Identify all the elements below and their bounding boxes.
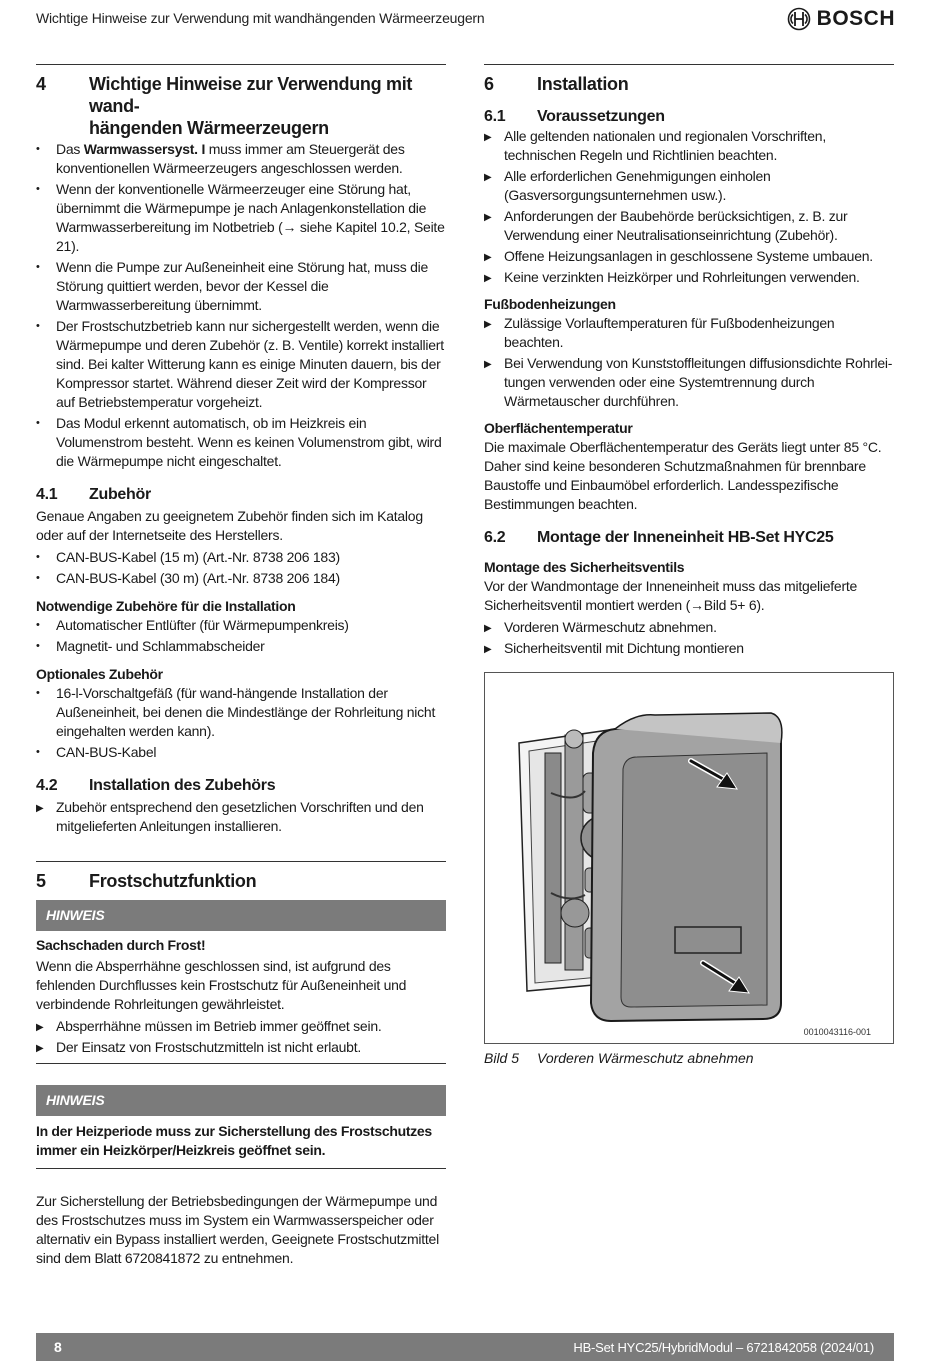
paragraph: Vor der Wandmontage der Inneneinheit muss das mitgelieferte Sicherheitsventil montiert werden (→Bild 5+ 6). bbox=[484, 578, 858, 613]
section-4-2-heading bbox=[36, 776, 446, 796]
list-item: ▶ Sicherheitsventil mit Dichtung montieren bbox=[484, 639, 894, 658]
brand-logo bbox=[787, 7, 895, 31]
figure-caption bbox=[484, 1050, 894, 1066]
section-title: Installation bbox=[537, 74, 629, 94]
instruction-list bbox=[36, 1017, 446, 1057]
section-number: 6.1 bbox=[484, 108, 506, 125]
list-item: ▶ Der Einsatz von Frostschutzmitteln ist nicht erlaubt. bbox=[36, 1038, 446, 1057]
list-item: ▶ Alle erforderlichen Genehmigungen einholen (Gasversorgungsunternehmen usw.). bbox=[484, 167, 894, 205]
list-item: • CAN-BUS-Kabel (30 m) (Art.-Nr. 8738 206 184) bbox=[36, 569, 446, 588]
list-item: • Wenn die Pumpe zur Außeneinheit eine Störung hat, muss die Störung quittiert werden, bevor der Kessel die Warmwasserbereitung übernimmt. bbox=[36, 258, 446, 315]
subheading: Oberflächentemperatur bbox=[484, 420, 633, 436]
paragraph: Zur Sicherstellung der Betriebsbedingungen der Wärmepumpe und des Frostschutzes muss im System ein Warmwasserspeicher oder alternativ ein Bypass installiert werden, Geeignete Frostschutzmittel sind dem Blatt 6720841872 zu entnehmen. bbox=[36, 1193, 439, 1266]
list-item: ▶ Alle geltenden nationalen und regionalen Vorschriften, technischen Regeln und Richtlinien beachten. bbox=[484, 127, 894, 165]
instruction-list bbox=[36, 798, 446, 836]
section-number: 4.2 bbox=[36, 777, 58, 794]
left-column bbox=[36, 64, 446, 1268]
notice-box bbox=[36, 936, 446, 1064]
section-title: Installation des Zubehörs bbox=[89, 777, 276, 794]
section-number: 4.1 bbox=[36, 486, 58, 503]
section-5-heading bbox=[36, 870, 446, 892]
section-6-heading bbox=[484, 73, 894, 95]
right-column bbox=[484, 64, 894, 1066]
subheading: Fußbodenheizungen bbox=[484, 296, 616, 312]
section-title-line: hängenden Wärmeerzeugern bbox=[89, 118, 329, 138]
caption-text: Vorderen Wärmeschutz abnehmen bbox=[537, 1050, 754, 1066]
section-title: Zubehör bbox=[89, 486, 151, 503]
section-title: Voraussetzungen bbox=[537, 108, 665, 125]
section-6 bbox=[484, 64, 894, 95]
list-item: • CAN-BUS-Kabel bbox=[36, 743, 446, 762]
list-item: • Das Warmwassersyst. I muss immer am Steuergerät des konventionellen Wärmeerzeugers angeschlossen werden. bbox=[36, 140, 446, 178]
section-title: Montage der Inneneinheit HB-Set HYC25 bbox=[537, 529, 834, 546]
section-number: 5 bbox=[36, 871, 46, 891]
section-number: 4 bbox=[36, 74, 46, 94]
instruction-list bbox=[484, 127, 894, 287]
list-item: ▶ Zubehör entsprechend den gesetzlichen Vorschriften und den mitgelieferten Anleitungen installieren. bbox=[36, 798, 446, 836]
list-item: ▶ Zulässige Vorlauftemperaturen für Fußbodenheizungen beachten. bbox=[484, 314, 894, 352]
list-item: • Wenn der konventionelle Wärmeerzeuger eine Störung hat, übernimmt die Wärmepumpe je nach Anlagenkonstellation die Warmwasserbereitung im Notbetrieb (→ siehe Kapitel 10.2, Seite 21). bbox=[36, 180, 446, 256]
subheading: Optionales Zubehör bbox=[36, 666, 163, 682]
page-number: 8 bbox=[54, 1339, 62, 1355]
section-title: Frostschutzfunktion bbox=[89, 871, 257, 891]
brand-name: BOSCH bbox=[816, 7, 895, 30]
instruction-list bbox=[484, 314, 894, 411]
subheading: Montage des Sicherheitsventils bbox=[484, 559, 685, 575]
section-6-2-heading bbox=[484, 528, 894, 548]
list-item: ▶ Vorderen Wärmeschutz abnehmen. bbox=[484, 618, 894, 637]
figure-code: 0010043116-001 bbox=[803, 1027, 871, 1037]
list-item: • Magnetit- und Schlammabscheider bbox=[36, 637, 446, 656]
list-item: ▶ Anforderungen der Baubehörde berücksichtigen, z. B. zur Verwendung einer Neutralisationseinrichtung (Zubehör). bbox=[484, 207, 894, 245]
instruction-list bbox=[484, 618, 894, 658]
notice-box bbox=[36, 1122, 446, 1169]
indoor-unit-illustration bbox=[485, 673, 893, 1043]
bullet-list bbox=[36, 548, 446, 588]
paragraph: Genaue Angaben zu geeignetem Zubehör finden sich im Katalog oder auf der Internetseite des Herstellers. bbox=[36, 508, 423, 543]
page-footer bbox=[36, 1333, 894, 1361]
bullet-list bbox=[36, 140, 446, 471]
list-item: • Das Modul erkennt automatisch, ob im Heizkreis ein Volumenstrom besteht. Wenn es keinen Volumenstrom gibt, wird die Wärmepumpe nicht eingeschaltet. bbox=[36, 414, 446, 471]
bosch-armature-icon bbox=[787, 7, 811, 31]
section-title-line: Wichtige Hinweise zur Verwendung mit wand- bbox=[89, 74, 413, 116]
figure-5 bbox=[484, 672, 894, 1044]
notice-heading: Sachschaden durch Frost! bbox=[36, 937, 206, 953]
bullet-list bbox=[36, 616, 446, 656]
section-4-heading bbox=[36, 73, 446, 139]
caption-label: Bild 5 bbox=[484, 1050, 520, 1066]
bullet-list bbox=[36, 684, 446, 762]
notice-text: Wenn die Absperrhähne geschlossen sind, ist aufgrund des fehlenden Durchflusses kein Frostschutz für Außeneinheit und verbindende Rohrleitungen gewährleistet. bbox=[36, 958, 407, 1012]
notice-label: HINWEIS bbox=[36, 900, 446, 931]
section-number: 6.2 bbox=[484, 529, 506, 546]
list-item: ▶ Offene Heizungsanlagen in geschlossene Systeme umbauen. bbox=[484, 247, 894, 266]
subheading: Notwendige Zubehöre für die Installation bbox=[36, 598, 296, 614]
section-number: 6 bbox=[484, 74, 494, 94]
paragraph: Die maximale Oberflächentemperatur des Geräts liegt unter 85 °C. Daher sind keine besonderen Schutzmaßnahmen für brennbare Baustoffe und Einbaumöbel erforderlich. Landesspezifische Bestimmungen beachten. bbox=[484, 439, 882, 512]
section-title bbox=[89, 73, 446, 139]
section-6-1-heading bbox=[484, 107, 894, 127]
list-item: ▶ Absperrhähne müssen im Betrieb immer geöffnet sein. bbox=[36, 1017, 446, 1036]
section-4-1-heading bbox=[36, 485, 446, 505]
notice-text: In der Heizperiode muss zur Sicherstellung des Frostschutzes immer ein Heizkörper/Heizkreis geöffnet sein. bbox=[36, 1123, 432, 1158]
running-header: Wichtige Hinweise zur Verwendung mit wandhängenden Wärmeerzeugern bbox=[36, 10, 485, 26]
list-item: • CAN-BUS-Kabel (15 m) (Art.-Nr. 8738 206 183) bbox=[36, 548, 446, 567]
notice-label: HINWEIS bbox=[36, 1085, 446, 1116]
list-item: • 16-l-Vorschaltgefäß (für wand-hängende Installation der Außeneinheit, bei denen die Mindestlänge der Rohrleitung nicht eingehalten werden kann). bbox=[36, 684, 446, 741]
section-5 bbox=[36, 861, 446, 1268]
document-reference: HB-Set HYC25/HybridModul – 6721842058 (2024/01) bbox=[573, 1339, 874, 1355]
list-item: • Der Frostschutzbetrieb kann nur sichergestellt werden, wenn die Wärmepumpe und deren Zubehör (z. B. Ventile) korrekt installiert sind. Bei kalter Witterung kann es einige Minuten dauern, bis der Kompressor startet. Während dieser Zeit wird der Kompressor auf Betriebstemperatur vorgeheizt. bbox=[36, 317, 446, 412]
section-4 bbox=[36, 64, 446, 471]
list-item: ▶ Bei Verwendung von Kunststoffleitungen diffusionsdichte Rohrleitungen verwenden oder eine Systemtrennung durch Wärmetauscher durchführen. bbox=[484, 354, 894, 411]
list-item: • Automatischer Entlüfter (für Wärmepumpenkreis) bbox=[36, 616, 446, 635]
list-item: ▶ Keine verzinkten Heizkörper und Rohrleitungen verwenden. bbox=[484, 268, 894, 287]
